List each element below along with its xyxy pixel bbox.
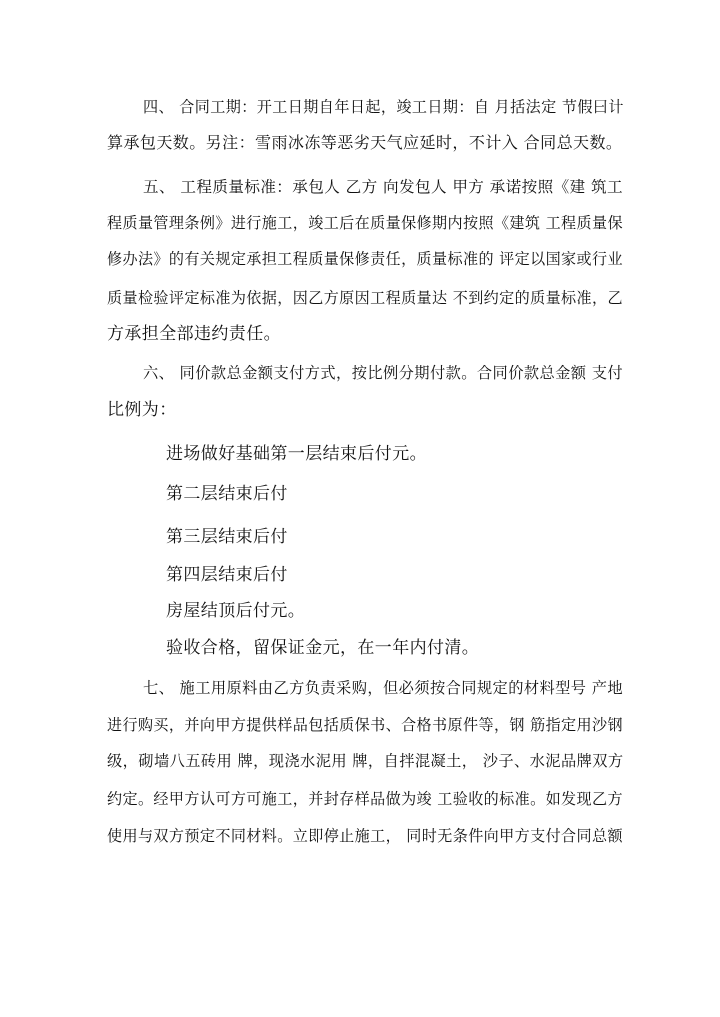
payment-item-2: 第二层结束后付 bbox=[166, 484, 288, 504]
payment-item-4: 第四层结束后付 bbox=[166, 565, 288, 585]
payment-item-1: 进场做好基础第一层结束后付元。 bbox=[166, 444, 427, 464]
section-7-line-4: 约定。经甲方认可方可施工，并封存样品做为竣 工验收的标准。如发现乙方 bbox=[107, 790, 623, 808]
section-5-line-4: 质量检验评定标准为依据，因乙方原因工程质量达 不到约定的质量标准，乙 bbox=[107, 289, 623, 307]
section-5-line-1: 五、 工程质量标准：承包人 乙方 向发包人 甲方 承诺按照《建 筑工 bbox=[143, 178, 623, 196]
section-4-line-1: 四、 合同工期：开工日期自年日起，竣工日期：自 月括法定 节假曰计 bbox=[143, 98, 624, 116]
section-7-line-5: 使用与双方预定不同材料。立即停止施工， 同时无条件向甲方支付合同总额 bbox=[107, 827, 623, 845]
payment-item-5: 房屋结顶后付元。 bbox=[166, 601, 306, 621]
section-6-line-1: 六、 同价款总金额支付方式，按比例分期付款。合同价款总金额 支付 bbox=[143, 364, 623, 382]
section-5-line-5: 方承担全部违约责任。 bbox=[107, 324, 281, 344]
section-5-line-2: 程质量管理条例》进行施工，竣工后在质量保修期内按照《建筑 工程质量保 bbox=[107, 214, 623, 232]
section-6-line-2: 比例为： bbox=[107, 400, 177, 420]
section-5-line-3: 修办法》的有关规定承担工程质量保修责任，质量标准的 评定以国家或行业 bbox=[107, 250, 623, 268]
section-7-line-1: 七、 施工用原料由乙方负责采购，但必须按合同规定的材料型号 产地 bbox=[143, 679, 623, 697]
section-7-line-3: 级，砌墙八五砖用 牌，现浇水泥用 牌，自拌混凝土， 沙子、水泥品牌双方 bbox=[107, 752, 624, 770]
section-7-line-2: 进行购买，并向甲方提供样品包括质保书、合格书原件等，钢 筋指定用沙钢 bbox=[107, 716, 623, 734]
payment-item-3: 第三层结束后付 bbox=[166, 527, 288, 547]
section-4-line-2: 算承包天数。另注：雪雨冰冻等恶劣天气应延时，不计入 合同总天数。 bbox=[107, 133, 623, 152]
payment-item-6: 验收合格，留保证金元，在一年内付清。 bbox=[166, 638, 480, 658]
